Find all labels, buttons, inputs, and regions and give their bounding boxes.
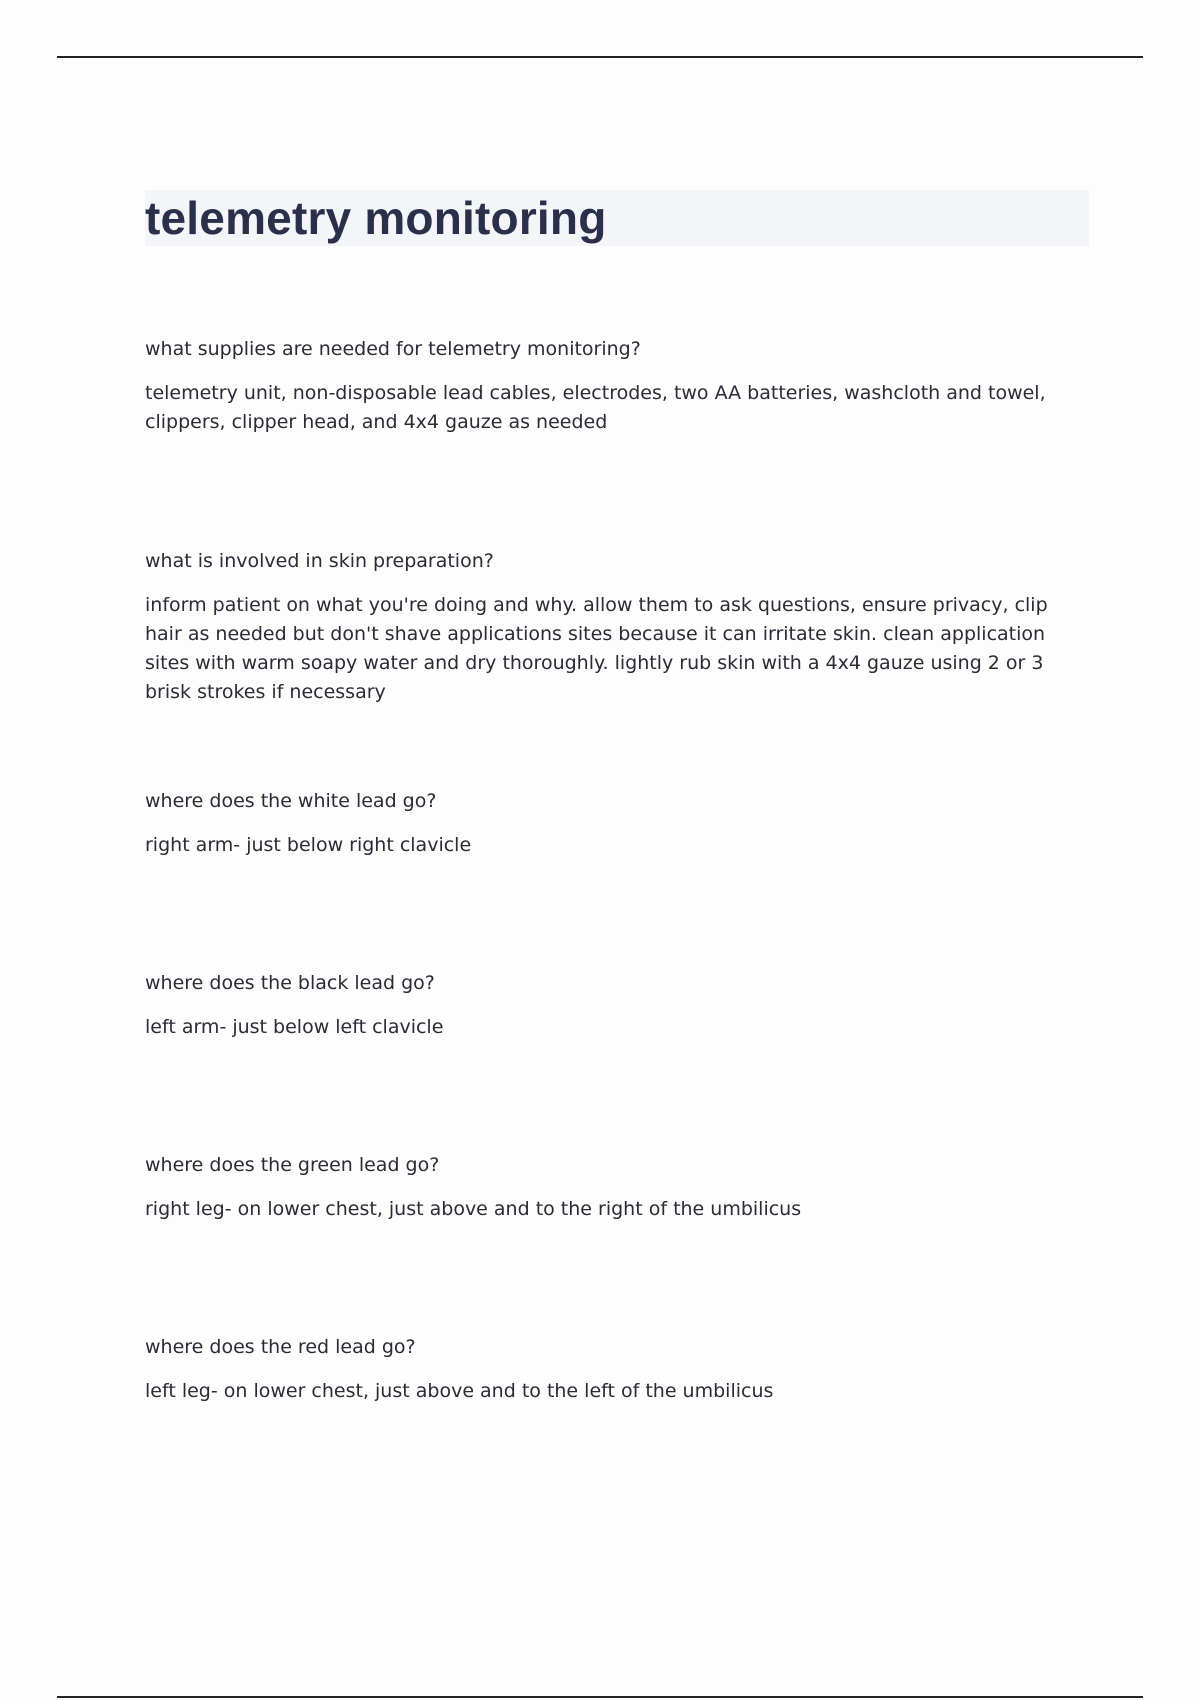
footer-rule — [57, 1696, 1143, 1698]
flashcard — [145, 787, 1085, 860]
card-question: where does the white lead go? — [145, 790, 437, 812]
card-question: where does the green lead go? — [145, 1154, 440, 1176]
page-title: telemetry monitoring — [145, 192, 607, 244]
flashcard — [145, 1333, 1085, 1406]
card-answer: inform patient on what you're doing and why. allow them to ask questions, ensure privacy, clip hair as needed but don't shave applications sites because it can irritate skin. clean application sites with warm soapy water and dry thoroughly. lightly rub skin with a 4x4 gauze using 2 or 3 brisk strokes if necessary — [145, 594, 1048, 703]
card-question: where does the black lead go? — [145, 972, 435, 994]
card-answer: left arm- just below left clavicle — [145, 1016, 444, 1038]
flashcard — [145, 969, 1085, 1042]
card-answer: left leg- on lower chest, just above and to the left of the umbilicus — [145, 1380, 774, 1402]
card-answer: right leg- on lower chest, just above and to the right of the umbilicus — [145, 1198, 802, 1220]
card-answer: right arm- just below right clavicle — [145, 834, 472, 856]
header-rule — [57, 56, 1143, 58]
card-question: what supplies are needed for telemetry monitoring? — [145, 338, 641, 360]
card-answer: telemetry unit, non-disposable lead cables, electrodes, two AA batteries, washcloth and towel, clippers, clipper head, and 4x4 gauze as needed — [145, 382, 1046, 433]
flashcard — [145, 335, 1085, 437]
flashcard — [145, 547, 1085, 707]
card-question: where does the red lead go? — [145, 1336, 416, 1358]
card-question: what is involved in skin preparation? — [145, 550, 494, 572]
flashcard — [145, 1151, 1085, 1224]
